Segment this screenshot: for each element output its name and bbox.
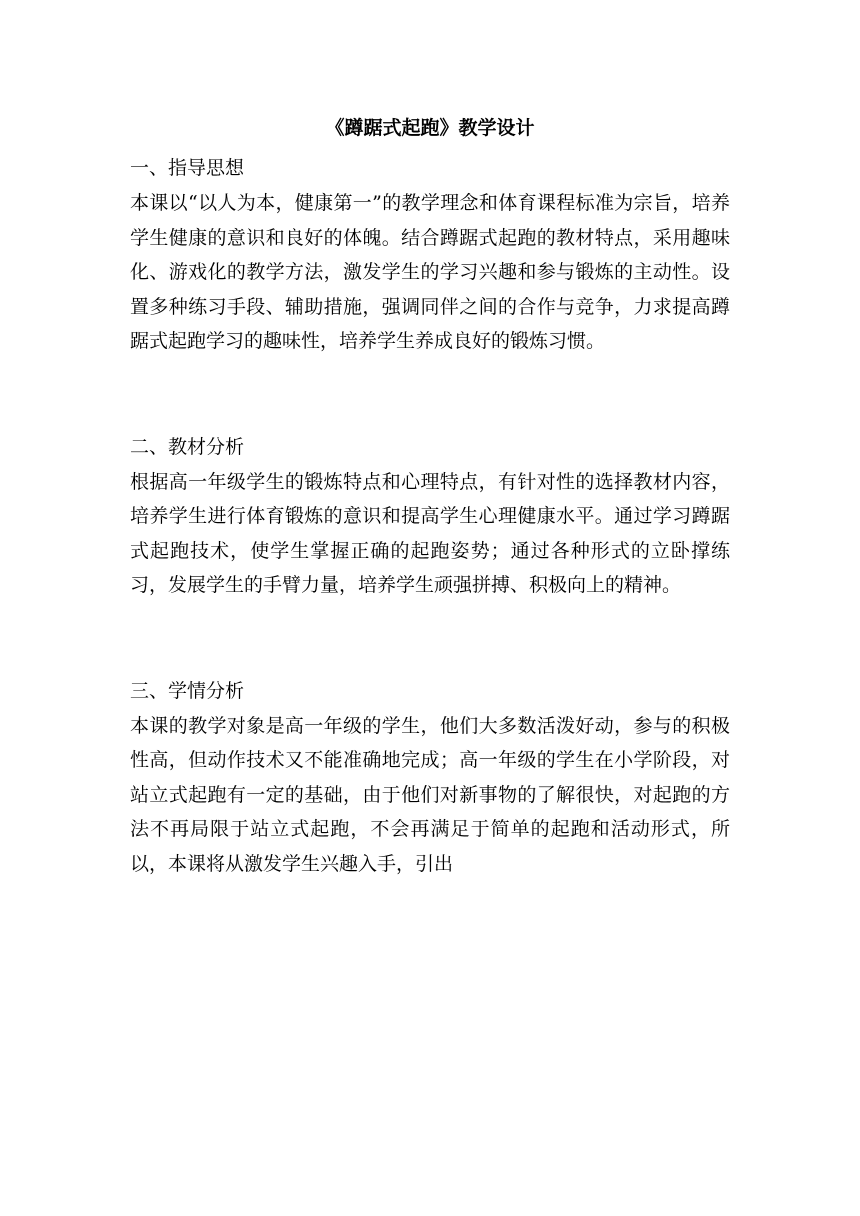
- section-material-analysis: [130, 429, 730, 603]
- section-heading: 三、学情分析: [130, 679, 245, 702]
- document-title: 《蹲踞式起跑》教学设计: [325, 117, 535, 139]
- section-spacer: [130, 603, 730, 667]
- section-heading: 一、指导思想: [130, 157, 245, 179]
- section-spacer: [130, 359, 730, 423]
- section-student-analysis: [130, 673, 730, 882]
- section-guiding-ideology: [130, 150, 730, 359]
- section-body: 根据高一年级学生的锻炼特点和心理特点，有针对性的选择教材内容，培养学生进行体育锻炼的意识和提高学生心理健康水平。通过学习蹲踞式起跑技术，使学生掌握正确的起跑姿势；通过各种形式的立卧撑练习，发展学生的手臂力量，培养学生顽强拼搏、积极向上的精神。: [130, 470, 730, 596]
- section-heading: 二、教材分析: [130, 435, 245, 458]
- section-body: 本课的教学对象是高一年级的学生，他们大多数活泼好动，参与的积极性高，但动作技术又不能准确地完成；高一年级的学生在小学阶段，对站立式起跑有一定的基础，由于他们对新事物的了解很快，对起跑的方法不再局限于站立式起跑，不会再满足于简单的起跑和活动形式，所以，本课将从激发学生兴趣入手，引出: [130, 714, 730, 875]
- section-body: 本课以“以人为本，健康第一”的教学理念和体育课程标准为宗旨，培养学生健康的意识和良好的体魄。结合蹲踞式起跑的教材特点，采用趣味化、游戏化的教学方法，激发学生的学习兴趣和参与锻炼的主动性。设置多种练习手段、辅助措施，强调同伴之间的合作与竞争，力求提高蹲踞式起跑学习的趣味性，培养学生养成良好的锻炼习惯。: [130, 192, 730, 352]
- document-page: [130, 112, 730, 881]
